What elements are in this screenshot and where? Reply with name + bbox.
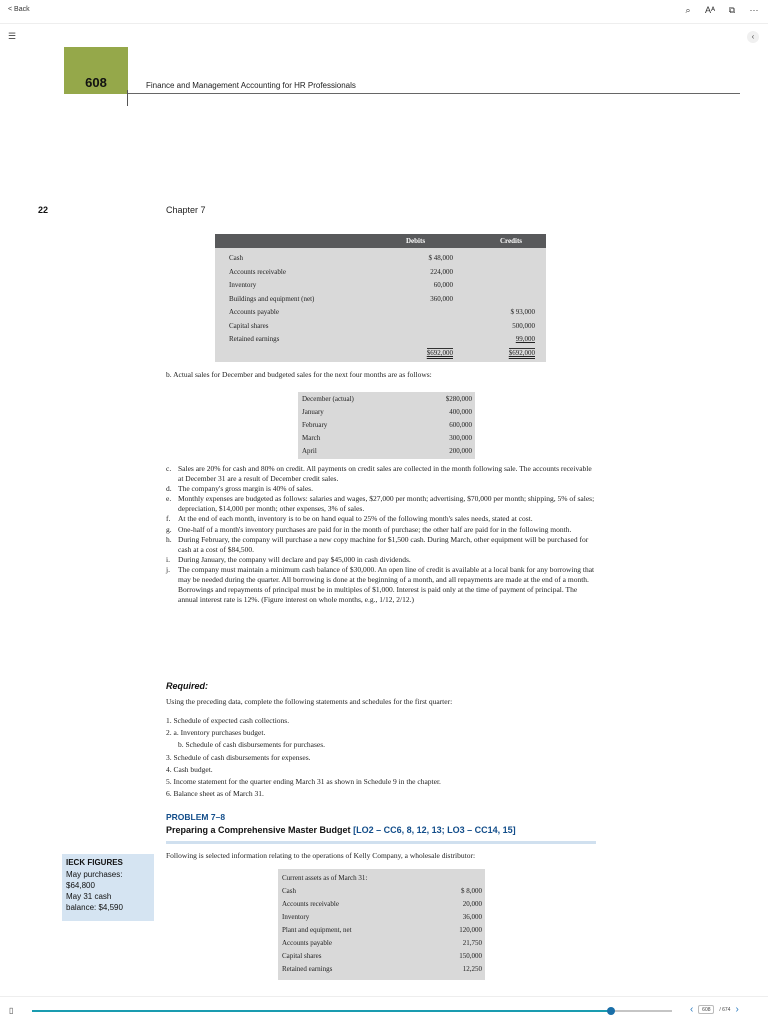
total-row <box>229 348 541 360</box>
row-label: Cash <box>282 887 296 895</box>
problem-intro: Following is selected information relating to the operations of Kelly Company, a wholesale distributor: <box>166 851 476 860</box>
table-row <box>282 913 482 925</box>
account-name: Accounts payable <box>229 308 279 316</box>
table-row <box>229 295 541 307</box>
item-text: During January, the company will declare and pay $45,000 in cash dividends. <box>178 554 411 564</box>
list-item <box>166 464 598 484</box>
account-name: Buildings and equipment (net) <box>229 294 315 303</box>
required-heading: Required: <box>166 681 209 691</box>
sales-value: 400,000 <box>449 408 472 416</box>
item-text: The company must maintain a minimum cash balance of $30,000. An open line of credit is available at a local bank for any borrowing that may be needed during the quarter. All borrowing is done at the beginning of a month, and all repayments are made at the end of a month. Borrowings and repayments of principal must be in multiples of $1,000. Interest is paid only at the time of payment of principal. The annual interest rate is 12%. (Figure interest on whole months, e.g., 1/12, 2/12.) <box>178 564 595 605</box>
debit-value: 224,000 <box>430 267 453 276</box>
toolbar-icons <box>682 5 760 16</box>
row-label: Capital shares <box>282 952 322 960</box>
row-value: $ 8,000 <box>461 887 482 895</box>
check-figures-box <box>62 854 154 921</box>
menu-icon[interactable]: ☰ <box>8 31 17 41</box>
credit-value: 500,000 <box>512 321 535 330</box>
item-label: c. <box>166 464 172 473</box>
list-item <box>166 535 598 555</box>
page-number: 608 <box>85 75 107 90</box>
table-row <box>302 434 472 446</box>
page-number-input[interactable]: 608 <box>698 1005 714 1014</box>
more-icon[interactable]: ··· <box>749 5 759 15</box>
row-value: 120,000 <box>459 926 482 934</box>
list-item <box>166 525 598 535</box>
table-title: Current assets as of March 31: <box>282 874 368 882</box>
problem-title-text: Preparing a Comprehensive Master Budget <box>166 825 351 835</box>
page-scrubber[interactable] <box>32 1010 672 1012</box>
row-value: 12,250 <box>462 965 482 973</box>
list-item <box>166 484 598 494</box>
book-page <box>24 26 742 994</box>
required-intro: Using the preceding data, complete the following statements and schedules for the first quarter: <box>166 697 453 706</box>
check-line: May purchases: <box>66 870 123 879</box>
table-row <box>229 308 541 320</box>
assumption-list <box>166 464 598 605</box>
account-name: Cash <box>229 254 243 262</box>
item-label: f. <box>166 514 171 524</box>
list-item: 3. Schedule of cash disbursements for expenses. <box>166 752 311 762</box>
table-row <box>229 268 541 280</box>
list-item: 6. Balance sheet as of March 31. <box>166 789 264 799</box>
sales-value: 600,000 <box>449 421 472 429</box>
item-text: During February, the company will purchase a new copy machine for $1,500 cash. During March, other equipment will be purchased for cash at a cost of $84,500. <box>178 534 589 554</box>
item-label: i. <box>166 554 170 564</box>
learning-objectives: [LO2 – CC6, 8, 12, 13; LO3 – CC14, 15] <box>353 825 516 835</box>
problem-title <box>166 825 516 835</box>
table-row <box>229 335 541 347</box>
divider <box>128 93 740 94</box>
month-label: January <box>302 408 324 416</box>
item-text: Monthly expenses are budgeted as follows: salaries and wages, $27,000 per month; advertising, $70,000 per month; shipping, 5% of sales; depreciation, $14,000 per month; other expenses, 3% of sales. <box>178 494 595 514</box>
row-label: Accounts payable <box>282 939 332 947</box>
row-value: 20,000 <box>462 900 482 908</box>
list-item: 4. Cash budget. <box>166 764 213 774</box>
account-name: Inventory <box>229 281 257 289</box>
item-text: Sales are 20% for cash and 80% on credit. All payments on credit sales are collected in the month following sale. The accounts receivable at December 31 are a result of December credit sales. <box>178 464 592 484</box>
table-row <box>229 281 541 293</box>
table-row <box>282 939 482 951</box>
item-label: j. <box>166 564 170 574</box>
row-label: Retained earnings <box>282 965 333 973</box>
check-figures-title: IECK FIGURES <box>66 858 123 867</box>
total-pages: / 674 <box>719 1006 731 1013</box>
item-label: e. <box>166 494 172 504</box>
item-label: d. <box>166 484 172 494</box>
table-row <box>282 887 482 899</box>
item-label: h. <box>166 534 172 544</box>
item-text: At the end of each month, inventory is to be on hand equal to 25% of the following month's sales needs, stated at cost. <box>178 514 533 524</box>
table-row <box>302 395 472 407</box>
row-value: 21,750 <box>462 939 482 947</box>
check-line: $64,800 <box>66 881 95 890</box>
list-item: b. Schedule of cash disbursements for purchases. <box>178 740 326 750</box>
month-label: April <box>302 447 317 455</box>
problem-number: PROBLEM 7–8 <box>166 812 226 822</box>
credits-header: Credits <box>500 237 523 245</box>
row-label: Accounts receivable <box>282 900 339 908</box>
previous-page-icon[interactable]: ‹ <box>690 1004 694 1015</box>
total-credits: $692,000 <box>508 349 535 357</box>
table-row <box>302 421 472 433</box>
scrubber-handle[interactable] <box>607 1007 615 1015</box>
list-item <box>166 494 598 514</box>
text-size-icon[interactable]: Aᴬ <box>704 5 716 15</box>
running-head: Finance and Management Accounting for HR Professionals <box>146 81 356 90</box>
list-item <box>166 565 598 605</box>
reader-footer <box>0 996 768 1024</box>
credit-value: $ 93,000 <box>510 308 535 316</box>
sales-value: 200,000 <box>449 447 472 455</box>
item-text: One-half of a month's inventory purchases are paid for in the month of purchase; the other half are paid for in the following month. <box>178 524 572 534</box>
account-name: Retained earnings <box>229 335 280 343</box>
check-line: May 31 cash <box>66 892 112 901</box>
search-icon[interactable]: ⌕ <box>685 5 691 15</box>
table-row <box>229 254 541 266</box>
account-name: Accounts receivable <box>229 267 286 276</box>
account-name: Capital shares <box>229 321 269 330</box>
bookmark-add-icon[interactable]: ⧉ <box>728 5 736 15</box>
table-header <box>215 234 546 248</box>
table-row <box>302 447 472 459</box>
list-item: 2. a. Inventory purchases budget. <box>166 728 266 738</box>
required-list <box>166 715 441 800</box>
sales-value: $280,000 <box>445 395 472 403</box>
month-label: December (actual) <box>302 395 354 403</box>
list-item <box>166 555 598 565</box>
debit-value: 360,000 <box>430 294 453 303</box>
folio-tab <box>64 47 128 94</box>
table-row <box>282 965 482 977</box>
row-label: Plant and equipment, net <box>282 926 352 934</box>
debit-value: $ 48,000 <box>428 254 453 262</box>
pager <box>690 1004 739 1015</box>
item-b-text: b. Actual sales for December and budgeted sales for the next four months are as follows: <box>166 370 432 379</box>
item-text: The company's gross margin is 40% of sales. <box>178 484 313 494</box>
margin-number: 22 <box>38 205 49 215</box>
debits-header: Debits <box>406 237 426 245</box>
scrubber-fill <box>32 1010 611 1012</box>
month-label: March <box>302 434 321 442</box>
next-page-icon[interactable]: › <box>735 1004 739 1015</box>
sales-table <box>298 392 475 459</box>
list-item: 5. Income statement for the quarter ending March 31 as shown in Schedule 9 in the chapter. <box>166 777 441 787</box>
divider <box>166 841 596 844</box>
debit-value: 60,000 <box>433 281 453 289</box>
row-value: 36,000 <box>462 913 482 921</box>
chevron-left-icon[interactable]: ‹ <box>747 31 759 43</box>
reader-toolbar <box>0 0 768 24</box>
row-label: Inventory <box>282 913 310 921</box>
table-row <box>282 926 482 938</box>
check-line: balance: $4,590 <box>66 903 123 912</box>
sales-value: 300,000 <box>449 434 472 442</box>
table-row <box>229 322 541 334</box>
current-assets-table <box>278 869 485 980</box>
bookmark-icon[interactable]: ▯ <box>9 1006 14 1015</box>
list-item <box>166 514 598 524</box>
back-button[interactable]: < Back <box>8 6 30 13</box>
chapter-label: Chapter 7 <box>166 205 206 215</box>
item-label: g. <box>166 524 172 534</box>
month-label: February <box>302 421 328 429</box>
total-debits: $692,000 <box>426 349 453 357</box>
list-item: 1. Schedule of expected cash collections. <box>166 716 290 725</box>
table-row <box>282 900 482 912</box>
credit-value: 99,000 <box>515 335 535 343</box>
row-value: 150,000 <box>459 952 482 960</box>
trial-balance-table <box>215 234 546 362</box>
table-row <box>282 952 482 964</box>
table-row <box>302 408 472 420</box>
